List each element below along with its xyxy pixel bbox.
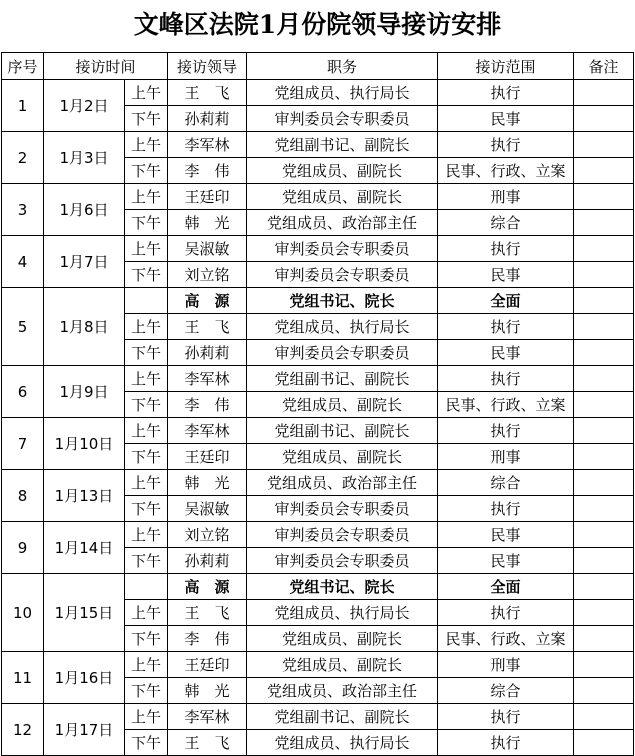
table-row (2, 366, 634, 392)
leader-cell: 吴淑敏 (168, 236, 247, 262)
scope-cell: 综合 (438, 470, 574, 496)
leader-cell: 李军林 (168, 132, 247, 158)
remark-cell (574, 314, 634, 340)
position-cell: 党组书记、院长 (247, 574, 438, 600)
position-cell: 党组成员、执行局长 (247, 314, 438, 340)
remark-cell (574, 418, 634, 444)
date-cell: 1月16日 (44, 652, 125, 704)
scope-cell: 执行 (438, 730, 574, 756)
remark-cell (574, 548, 634, 574)
position-cell: 审判委员会专职委员 (247, 106, 438, 132)
leader-cell: 韩 光 (168, 678, 247, 704)
header-seq: 序号 (2, 53, 44, 80)
position-cell: 党组副书记、副院长 (247, 704, 438, 730)
remark-cell (574, 522, 634, 548)
date-cell: 1月8日 (44, 288, 125, 366)
period-cell: 上午 (125, 470, 168, 496)
date-cell: 1月2日 (44, 80, 125, 132)
leader-cell: 高 源 (168, 574, 247, 600)
seq-cell: 12 (2, 704, 44, 756)
leader-cell: 吴淑敏 (168, 496, 247, 522)
period-cell (125, 288, 168, 314)
remark-cell (574, 574, 634, 600)
period-cell: 上午 (125, 80, 168, 106)
date-cell: 1月3日 (44, 132, 125, 184)
table-row (2, 418, 634, 444)
remark-cell (574, 366, 634, 392)
leader-cell: 李 伟 (168, 392, 247, 418)
remark-cell (574, 496, 634, 522)
remark-cell (574, 184, 634, 210)
table-row (2, 522, 634, 548)
remark-cell (574, 288, 634, 314)
header-scope: 接访范围 (438, 53, 574, 80)
position-cell: 党组成员、副院长 (247, 392, 438, 418)
seq-cell: 1 (2, 80, 44, 132)
remark-cell (574, 106, 634, 132)
leader-cell: 王 飞 (168, 314, 247, 340)
period-cell: 上午 (125, 314, 168, 340)
position-cell: 审判委员会专职委员 (247, 548, 438, 574)
period-cell: 下午 (125, 548, 168, 574)
period-cell: 下午 (125, 262, 168, 288)
date-cell: 1月10日 (44, 418, 125, 470)
remark-cell (574, 730, 634, 756)
remark-cell (574, 470, 634, 496)
scope-cell: 执行 (438, 80, 574, 106)
scope-cell: 执行 (438, 496, 574, 522)
table-row (2, 236, 634, 262)
leader-cell: 孙莉莉 (168, 340, 247, 366)
leader-cell: 王廷印 (168, 444, 247, 470)
scope-cell: 刑事 (438, 652, 574, 678)
period-cell: 下午 (125, 392, 168, 418)
leader-cell: 高 源 (168, 288, 247, 314)
seq-cell: 5 (2, 288, 44, 366)
period-cell: 上午 (125, 236, 168, 262)
position-cell: 党组书记、院长 (247, 288, 438, 314)
header-remark: 备注 (574, 53, 634, 80)
leader-cell: 王 飞 (168, 600, 247, 626)
period-cell: 下午 (125, 678, 168, 704)
scope-cell: 综合 (438, 210, 574, 236)
period-cell: 下午 (125, 496, 168, 522)
period-cell: 下午 (125, 444, 168, 470)
header-row (2, 53, 634, 80)
position-cell: 党组成员、执行局长 (247, 80, 438, 106)
period-cell: 上午 (125, 704, 168, 730)
period-cell: 上午 (125, 132, 168, 158)
remark-cell (574, 80, 634, 106)
scope-cell: 刑事 (438, 444, 574, 470)
position-cell: 审判委员会专职委员 (247, 340, 438, 366)
scope-cell: 执行 (438, 314, 574, 340)
leader-cell: 孙莉莉 (168, 548, 247, 574)
seq-cell: 7 (2, 418, 44, 470)
leader-cell: 韩 光 (168, 470, 247, 496)
scope-cell: 民事 (438, 548, 574, 574)
scope-cell: 全面 (438, 574, 574, 600)
schedule-body (2, 53, 634, 756)
seq-cell: 11 (2, 652, 44, 704)
table-row (2, 184, 634, 210)
period-cell: 上午 (125, 418, 168, 444)
position-cell: 党组成员、副院长 (247, 626, 438, 652)
scope-cell: 全面 (438, 288, 574, 314)
leader-cell: 李军林 (168, 366, 247, 392)
position-cell: 审判委员会专职委员 (247, 236, 438, 262)
scope-cell: 民事、行政、立案 (438, 626, 574, 652)
date-cell: 1月9日 (44, 366, 125, 418)
leader-cell: 刘立铭 (168, 522, 247, 548)
scope-cell: 民事 (438, 522, 574, 548)
position-cell: 党组成员、副院长 (247, 184, 438, 210)
leader-cell: 李军林 (168, 704, 247, 730)
leader-cell: 王廷印 (168, 184, 247, 210)
position-cell: 党组副书记、副院长 (247, 132, 438, 158)
scope-cell: 民事 (438, 106, 574, 132)
leader-cell: 李 伟 (168, 158, 247, 184)
remark-cell (574, 236, 634, 262)
position-cell: 党组成员、副院长 (247, 158, 438, 184)
leader-cell: 韩 光 (168, 210, 247, 236)
position-cell: 党组成员、政治部主任 (247, 678, 438, 704)
leader-cell: 刘立铭 (168, 262, 247, 288)
leader-cell: 王 飞 (168, 80, 247, 106)
remark-cell (574, 132, 634, 158)
scope-cell: 民事 (438, 340, 574, 366)
period-cell (125, 574, 168, 600)
position-cell: 党组成员、执行局长 (247, 730, 438, 756)
date-cell: 1月6日 (44, 184, 125, 236)
remark-cell (574, 626, 634, 652)
seq-cell: 3 (2, 184, 44, 236)
leader-cell: 李军林 (168, 418, 247, 444)
scope-cell: 综合 (438, 678, 574, 704)
scope-cell: 执行 (438, 236, 574, 262)
seq-cell: 2 (2, 132, 44, 184)
leader-cell: 孙莉莉 (168, 106, 247, 132)
position-cell: 党组成员、副院长 (247, 652, 438, 678)
period-cell: 下午 (125, 158, 168, 184)
schedule-table (1, 52, 634, 756)
position-cell: 审判委员会专职委员 (247, 262, 438, 288)
seq-cell: 6 (2, 366, 44, 418)
table-row (2, 80, 634, 106)
seq-cell: 9 (2, 522, 44, 574)
scope-cell: 执行 (438, 418, 574, 444)
period-cell: 下午 (125, 210, 168, 236)
position-cell: 党组副书记、副院长 (247, 366, 438, 392)
table-row (2, 704, 634, 730)
remark-cell (574, 392, 634, 418)
scope-cell: 刑事 (438, 184, 574, 210)
period-cell: 下午 (125, 106, 168, 132)
header-time: 接访时间 (44, 53, 168, 80)
remark-cell (574, 444, 634, 470)
position-cell: 审判委员会专职委员 (247, 522, 438, 548)
position-cell: 党组成员、副院长 (247, 444, 438, 470)
period-cell: 下午 (125, 730, 168, 756)
period-cell: 上午 (125, 600, 168, 626)
header-leader: 接访领导 (168, 53, 247, 80)
scope-cell: 执行 (438, 600, 574, 626)
period-cell: 上午 (125, 652, 168, 678)
period-cell: 下午 (125, 626, 168, 652)
table-row (2, 132, 634, 158)
position-cell: 党组成员、政治部主任 (247, 210, 438, 236)
scope-cell: 执行 (438, 704, 574, 730)
table-row (2, 470, 634, 496)
seq-cell: 4 (2, 236, 44, 288)
page-title: 文峰区法院1月份院领导接访安排 (133, 10, 502, 39)
scope-cell: 民事 (438, 262, 574, 288)
date-cell: 1月14日 (44, 522, 125, 574)
header-position: 职务 (247, 53, 438, 80)
period-cell: 上午 (125, 366, 168, 392)
table-row (2, 288, 634, 314)
remark-cell (574, 158, 634, 184)
scope-cell: 执行 (438, 366, 574, 392)
period-cell: 上午 (125, 184, 168, 210)
leader-cell: 李 伟 (168, 626, 247, 652)
seq-cell: 10 (2, 574, 44, 652)
scope-cell: 执行 (438, 132, 574, 158)
scope-cell: 民事、行政、立案 (438, 158, 574, 184)
date-cell: 1月7日 (44, 236, 125, 288)
remark-cell (574, 652, 634, 678)
period-cell: 下午 (125, 340, 168, 366)
table-row (2, 574, 634, 600)
remark-cell (574, 704, 634, 730)
seq-cell: 8 (2, 470, 44, 522)
date-cell: 1月13日 (44, 470, 125, 522)
table-row (2, 652, 634, 678)
scope-cell: 民事、行政、立案 (438, 392, 574, 418)
date-cell: 1月17日 (44, 704, 125, 756)
remark-cell (574, 210, 634, 236)
position-cell: 审判委员会专职委员 (247, 496, 438, 522)
position-cell: 党组成员、执行局长 (247, 600, 438, 626)
remark-cell (574, 340, 634, 366)
date-cell: 1月15日 (44, 574, 125, 652)
position-cell: 党组副书记、副院长 (247, 418, 438, 444)
remark-cell (574, 600, 634, 626)
remark-cell (574, 262, 634, 288)
leader-cell: 王廷印 (168, 652, 247, 678)
remark-cell (574, 678, 634, 704)
position-cell: 党组成员、政治部主任 (247, 470, 438, 496)
leader-cell: 王 飞 (168, 730, 247, 756)
period-cell: 上午 (125, 522, 168, 548)
